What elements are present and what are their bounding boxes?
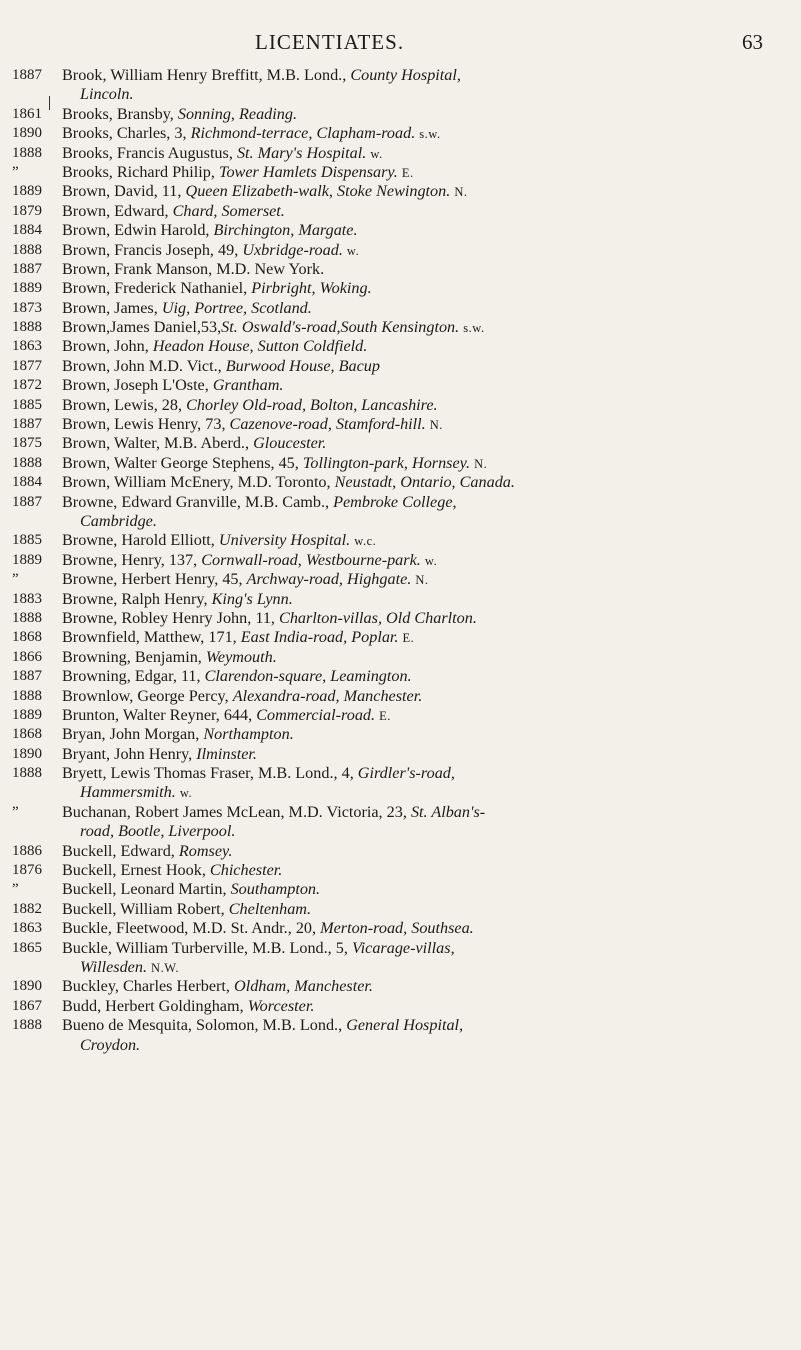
entry-name: Browne, Ralph Henry, — [62, 589, 212, 608]
list-item — [0, 570, 801, 589]
entry-name: Brown, Lewis, 28, — [62, 395, 187, 414]
registration-year: 1888 — [12, 241, 42, 258]
entry-text — [62, 415, 790, 435]
registration-year: 1888 — [12, 319, 42, 336]
list-item — [0, 376, 801, 395]
entry-text — [62, 628, 790, 648]
list-item — [0, 1036, 801, 1055]
list-item — [0, 725, 801, 744]
entry-address: King's Lynn. — [211, 589, 293, 608]
entry-name: Brooks, Bransby, — [62, 104, 178, 123]
entry-address: Tower Hamlets Dispensary. — [218, 162, 398, 181]
entry-text — [62, 241, 790, 261]
list-item — [0, 144, 801, 163]
list-item — [0, 357, 801, 376]
entry-district: E. — [401, 165, 414, 180]
entry-name: Browning, Edgar, 11, — [62, 667, 205, 686]
entry-address: Pembroke College, — [333, 492, 457, 511]
entry-name: Brown, Lewis Henry, 73, — [62, 415, 230, 434]
entry-name: Brown, Joseph L'Oste, — [62, 376, 213, 395]
entry-text — [62, 1016, 790, 1036]
entry-district: N. — [474, 456, 488, 471]
entry-address: Queen Elizabeth-walk, Stoke Newington. — [185, 182, 451, 201]
entry-name: Brooks, Richard Philip, — [62, 162, 219, 181]
entry-address: road, Bootle, Liverpool. — [80, 822, 236, 841]
registration-year: 1890 — [12, 745, 42, 762]
entry-address: General Hospital, — [346, 1016, 464, 1035]
entry-text — [62, 531, 790, 551]
entry-text — [62, 66, 790, 86]
entry-address: Archway-road, Highgate. — [246, 570, 412, 589]
entry-district: s.w. — [463, 321, 485, 336]
entry-name: Browne, Herbert Henry, 45, — [62, 570, 247, 589]
registration-year: 1863 — [12, 338, 42, 355]
entry-text — [62, 376, 790, 396]
entry-text — [80, 85, 801, 105]
list-item — [0, 318, 801, 337]
entry-address: Cheltenham. — [228, 899, 312, 918]
entry-address: Croydon. — [80, 1035, 141, 1054]
entry-name: Brown, Walter, M.B. Aberd., — [62, 434, 254, 453]
registration-year: 1888 — [12, 609, 42, 626]
entry-text — [62, 939, 790, 959]
entry-address: Charlton-villas, Old Charlton. — [279, 608, 477, 627]
list-item — [0, 279, 801, 298]
registration-year: 1890 — [12, 125, 42, 142]
list-item — [0, 531, 801, 550]
registration-year: 1887 — [12, 416, 42, 433]
entry-name: Brook, William Henry Breffitt, M.B. Lond., — [62, 66, 351, 84]
entry-address: Headon House, Sutton Coldfield. — [152, 337, 368, 356]
registration-year: 1887 — [12, 493, 42, 510]
entry-address: Cazenove-road, Stamford-hill. — [229, 415, 426, 434]
entry-name: Brown, James, — [62, 298, 162, 317]
entry-address: Gloucester. — [253, 434, 327, 453]
entry-district: w. — [424, 553, 438, 568]
entry-name: Buchanan, Robert James McLean, M.D. Victoria, 23, — [62, 802, 411, 821]
list-item — [0, 590, 801, 609]
list-item — [0, 861, 801, 880]
entry-address: Alexandra-road, Manchester. — [232, 686, 423, 705]
entry-district: w.c. — [354, 534, 377, 549]
list-item — [0, 745, 801, 764]
entry-district: N. — [454, 185, 468, 200]
entry-text — [62, 182, 790, 202]
list-item — [0, 85, 801, 104]
entry-address: Clarendon-square, Leamington. — [204, 667, 412, 686]
list-item — [0, 473, 801, 492]
entry-name: Bryan, John Morgan, — [62, 725, 204, 744]
list-item — [0, 939, 801, 958]
entry-district: w. — [179, 786, 193, 801]
registration-year: 1883 — [12, 590, 42, 607]
list-item — [0, 687, 801, 706]
entry-address: Ilminster. — [196, 744, 257, 763]
entry-address: East India-road, Poplar. — [240, 628, 399, 647]
list-item — [0, 454, 801, 473]
entry-address: St. Alban's- — [410, 802, 486, 821]
entry-name: Brownfield, Matthew, 171, — [62, 628, 241, 647]
list-item — [0, 822, 801, 841]
entry-text — [62, 124, 790, 144]
list-item — [0, 299, 801, 318]
entry-district: E. — [379, 708, 391, 723]
entry-name: Brownlow, George Percy, — [62, 686, 233, 705]
registration-year: 1865 — [12, 939, 42, 956]
entry-name: Browne, Edward Granville, M.B. Camb., — [62, 492, 334, 511]
entry-text — [62, 861, 790, 881]
registration-year: 1885 — [12, 396, 42, 413]
entry-name: Budd, Herbert Goldingham, — [62, 996, 248, 1015]
entry-address: St. Oswald's-road,South Kensington. — [221, 318, 460, 337]
list-item — [0, 842, 801, 861]
entry-address: Girdler's-road, — [357, 764, 455, 783]
page-header — [0, 30, 801, 60]
entry-district: w. — [346, 243, 360, 258]
entry-address: Vicarage-villas, — [351, 938, 455, 957]
entry-text — [62, 803, 790, 823]
running-title: LICENTIATES. — [255, 30, 405, 54]
entry-text — [62, 318, 790, 338]
registration-year: 1889 — [12, 551, 42, 568]
registration-year: 1861 — [12, 105, 42, 122]
registration-year: 1863 — [12, 920, 42, 937]
entry-text — [80, 1036, 801, 1056]
entry-text — [62, 144, 790, 164]
registration-year: 1888 — [12, 144, 42, 161]
entry-address: Romsey. — [178, 841, 233, 860]
list-item — [0, 977, 801, 996]
registration-year: 1889 — [12, 183, 42, 200]
registration-year: ” — [12, 803, 19, 820]
entry-address: Burwood House, Bacup — [225, 356, 380, 375]
entry-name: Buckle, Fleetwood, M.D. St. Andr., 20, — [62, 919, 321, 938]
entry-address: Pirbright, Woking. — [251, 279, 372, 298]
entry-address: Hammersmith. — [80, 783, 176, 802]
registration-year: 1889 — [12, 706, 42, 723]
entry-text — [62, 337, 790, 357]
registration-year: 1877 — [12, 357, 42, 374]
entry-text — [62, 221, 790, 241]
registration-year: 1887 — [12, 67, 42, 83]
entry-district: N. — [429, 418, 443, 433]
entry-text — [62, 202, 790, 222]
entry-address: Northampton. — [203, 725, 294, 744]
entry-name: Brown, Edward, — [62, 201, 173, 220]
list-item — [0, 221, 801, 240]
entry-address: Richmond-terrace, Clapham-road. — [190, 124, 416, 143]
entry-address: Oldham, Manchester. — [234, 977, 373, 996]
registration-year: 1872 — [12, 377, 42, 394]
registration-year: 1882 — [12, 900, 42, 917]
entry-text — [62, 842, 790, 862]
entry-name: Buckell, Leonard Martin, — [62, 880, 231, 899]
entry-name: Brown, Edwin Harold, — [62, 221, 214, 240]
registration-year: 1888 — [12, 1017, 42, 1034]
entry-name: Browne, Harold Elliott, — [62, 531, 219, 550]
entry-text — [62, 880, 790, 900]
registration-year: 1887 — [12, 260, 42, 277]
registration-year: 1875 — [12, 435, 42, 452]
entry-name: Brown, Frederick Nathaniel, — [62, 279, 252, 298]
entry-text — [62, 706, 790, 726]
entry-text — [62, 745, 790, 765]
entry-text — [62, 299, 790, 319]
entry-address: Chard, Somerset. — [172, 201, 285, 220]
entry-name: Browne, Robley Henry John, 11, — [62, 608, 280, 627]
entry-text — [62, 396, 790, 416]
entry-address: Grantham. — [212, 376, 284, 395]
entry-address: Cambridge. — [80, 511, 157, 530]
entry-text — [62, 493, 790, 513]
list-item — [0, 900, 801, 919]
registration-year: 1888 — [12, 765, 42, 782]
entry-district: N. — [415, 573, 429, 588]
entry-text — [62, 725, 790, 745]
list-item — [0, 783, 801, 802]
entry-address: Merton-road, Southsea. — [320, 919, 474, 938]
registration-year: 1876 — [12, 862, 42, 879]
registration-year: 1887 — [12, 668, 42, 685]
list-item — [0, 1016, 801, 1035]
entry-text — [62, 357, 790, 377]
list-item — [0, 434, 801, 453]
registration-year: ” — [12, 571, 19, 588]
list-item — [0, 551, 801, 570]
entry-name: Brooks, Francis Augustus, — [62, 143, 237, 162]
entry-name: Bryant, John Henry, — [62, 744, 197, 763]
entry-address: Weymouth. — [205, 647, 277, 666]
entry-name: Buckell, Edward, — [62, 841, 179, 860]
list-item — [0, 997, 801, 1016]
registration-year: 1890 — [12, 978, 42, 995]
entry-text — [62, 648, 790, 668]
entry-text — [62, 473, 790, 493]
entry-text — [62, 977, 790, 997]
entry-text — [62, 163, 790, 183]
entry-district: s.w. — [419, 127, 441, 142]
entry-district: w. — [370, 146, 383, 161]
entry-name: Buckell, Ernest Hook, — [62, 861, 210, 880]
registration-year: 1866 — [12, 648, 42, 665]
list-item — [0, 648, 801, 667]
entry-name: Brown, John M.D. Vict., — [62, 356, 226, 375]
entry-address: St. Mary's Hospital. — [236, 143, 367, 162]
list-item — [0, 512, 801, 531]
entry-address: Uxbridge-road. — [242, 240, 343, 259]
registration-year: 1873 — [12, 299, 42, 316]
list-item — [0, 163, 801, 182]
entry-address: Uig, Portree, Scotland. — [161, 298, 312, 317]
entry-name: Buckell, William Robert, — [62, 899, 229, 918]
licentiates-list — [0, 66, 801, 1055]
entry-address: Chichester. — [209, 861, 283, 880]
entry-address: Chorley Old-road, Bolton, Lancashire. — [186, 395, 438, 414]
registration-year: 1868 — [12, 726, 42, 743]
entry-name: Bueno de Mesquita, Solomon, M.B. Lond., — [62, 1016, 347, 1035]
list-item — [0, 803, 801, 822]
entry-name: Brown, David, 11, — [62, 182, 186, 201]
registration-year: 1868 — [12, 629, 42, 646]
entry-text — [62, 434, 790, 454]
entry-name: Brown, John, — [62, 337, 153, 356]
entry-text — [62, 997, 790, 1017]
list-item — [0, 493, 801, 512]
registration-year: ” — [12, 881, 19, 898]
entry-text — [80, 512, 801, 532]
entry-district: E. — [402, 631, 415, 646]
entry-address: County Hospital, — [350, 66, 461, 84]
entry-text — [62, 279, 790, 299]
entry-address: Lincoln. — [80, 85, 134, 104]
list-item — [0, 241, 801, 260]
entry-text — [62, 260, 790, 280]
registration-year: 1888 — [12, 687, 42, 704]
entry-name: Brooks, Charles, 3, — [62, 124, 191, 143]
entry-address: Neustadt, Ontario, Canada. — [334, 473, 515, 492]
entry-address: Sonning, Reading. — [177, 104, 298, 123]
list-item — [0, 105, 801, 124]
entry-text — [62, 570, 790, 590]
list-item — [0, 706, 801, 725]
registration-year: 1884 — [12, 474, 42, 491]
registration-year: 1885 — [12, 532, 42, 549]
entry-address: Birchington, Margate. — [213, 221, 358, 240]
entry-text — [62, 105, 790, 125]
entry-name: Browne, Henry, 137, — [62, 550, 202, 569]
list-item — [0, 124, 801, 143]
list-item — [0, 764, 801, 783]
entry-address: Commercial-road. — [256, 705, 376, 724]
list-item — [0, 337, 801, 356]
list-item — [0, 415, 801, 434]
entry-text — [62, 667, 790, 687]
entry-text — [62, 609, 790, 629]
list-item — [0, 202, 801, 221]
entry-name: Brown, William McEnery, M.D. Toronto, — [62, 473, 335, 492]
list-item — [0, 609, 801, 628]
entry-name: Bryett, Lewis Thomas Fraser, M.B. Lond., 4, — [62, 764, 358, 783]
registration-year: 1888 — [12, 454, 42, 471]
entry-address: Willesden. — [80, 957, 147, 976]
list-item — [0, 260, 801, 279]
entry-name: Brown, Frank Manson, M.D. New York. — [62, 259, 325, 278]
list-item — [0, 182, 801, 201]
entry-district: N.W. — [151, 960, 179, 975]
entry-text — [62, 590, 790, 610]
entry-text — [62, 900, 790, 920]
page-number: 63 — [742, 30, 763, 54]
entry-name: Brown, Walter George Stephens, 45, — [62, 453, 303, 472]
entry-address: Southampton. — [230, 880, 321, 899]
list-item — [0, 667, 801, 686]
entry-name: Buckley, Charles Herbert, — [62, 977, 235, 996]
entry-name: Brown, Francis Joseph, 49, — [62, 240, 243, 259]
entry-address: Cornwall-road, Westbourne-park. — [201, 550, 421, 569]
registration-year: 1879 — [12, 202, 42, 219]
entry-name: Brunton, Walter Reyner, 644, — [62, 705, 257, 724]
entry-text — [80, 783, 801, 803]
list-item — [0, 628, 801, 647]
entry-text — [62, 551, 790, 571]
entry-name: Buckle, William Turberville, M.B. Lond., 5, — [62, 938, 352, 957]
registration-year: ” — [12, 163, 19, 180]
entry-address: University Hospital. — [218, 531, 351, 550]
list-item — [0, 958, 801, 977]
registration-year: 1889 — [12, 280, 42, 297]
registration-year: 1886 — [12, 842, 42, 859]
registration-year: 1867 — [12, 997, 42, 1014]
entry-text — [62, 919, 790, 939]
entry-text — [62, 454, 790, 474]
entry-text — [62, 687, 790, 707]
entry-address: Worcester. — [247, 996, 315, 1015]
registration-year: 1884 — [12, 222, 42, 239]
entry-address: Tollington-park, Hornsey. — [302, 453, 471, 472]
entry-text — [62, 764, 790, 784]
entry-name: Brown,James Daniel,53, — [62, 318, 222, 337]
list-item — [0, 396, 801, 415]
list-item — [0, 919, 801, 938]
entry-name: Browning, Benjamin, — [62, 647, 206, 666]
entry-text — [80, 822, 801, 842]
entry-text — [80, 958, 801, 978]
list-item — [0, 66, 801, 85]
list-item — [0, 880, 801, 899]
